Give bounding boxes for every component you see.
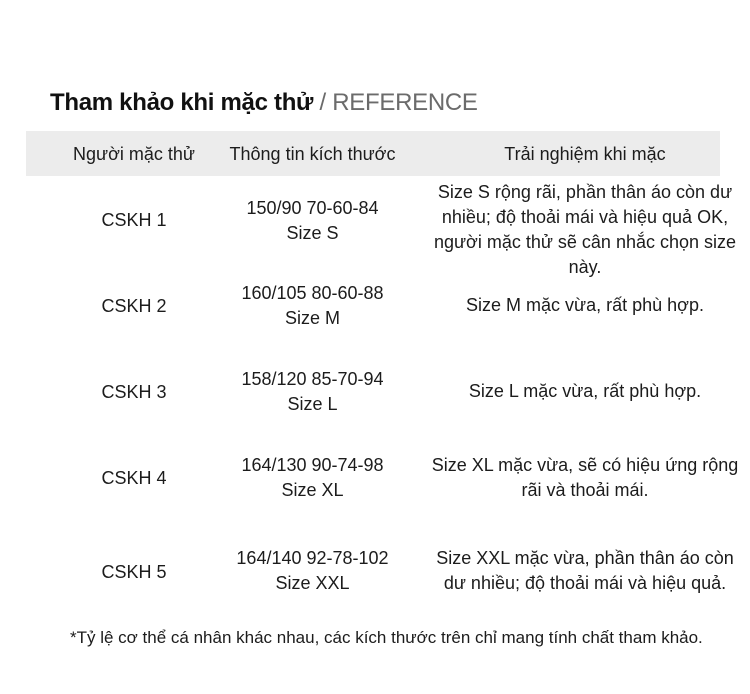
page-title <box>50 88 478 118</box>
row-4-measurements-cell <box>200 453 425 503</box>
row-4-measurements: 164/130 90-74-98 <box>241 455 384 475</box>
row-4-experience <box>420 453 750 503</box>
row-3-experience-line: Size L mặc vừa, rất phù hợp. <box>468 381 702 401</box>
row-2-measurements-cell <box>200 281 425 331</box>
row-3-measurements-cell <box>200 367 425 417</box>
row-3-tester: CSKH 3 <box>101 382 167 402</box>
row-3-experience <box>420 379 750 404</box>
row-5-measurements: 164/140 92-78-102 <box>236 548 389 568</box>
title-main: Tham khảo khi mặc thử <box>50 89 314 116</box>
row-5-tester: CSKH 5 <box>101 562 167 582</box>
row-3-measurements: 158/120 85-70-94 <box>241 369 384 389</box>
row-5-experience <box>420 546 750 596</box>
row-1-tester: CSKH 1 <box>101 210 167 230</box>
title-sub: REFERENCE <box>332 89 478 116</box>
row-4-tester: CSKH 4 <box>101 468 167 488</box>
row-1-size: Size S <box>286 223 339 243</box>
row-1-experience <box>420 180 750 280</box>
row-4-size: Size XL <box>281 480 344 500</box>
row-1-experience-line: nhiều; độ thoải mái và hiệu quả OK, <box>441 207 729 227</box>
title-separator: / <box>319 89 326 116</box>
header-measurements: Thông tin kích thước <box>229 144 396 164</box>
row-2-experience <box>420 293 750 318</box>
row-2-size: Size M <box>284 308 340 328</box>
row-4-experience-line: Size XL mặc vừa, sẽ có hiệu ứng rộng <box>431 455 739 475</box>
footnote: *Tỷ lệ cơ thể cá nhân khác nhau, các kích thước trên chỉ mang tính chất tham khảo. <box>70 628 703 647</box>
row-3-size: Size L <box>287 394 338 414</box>
row-5-experience-line: dư nhiều; độ thoải mái và hiệu quả. <box>443 573 727 593</box>
row-2-experience-line: Size M mặc vừa, rất phù hợp. <box>466 295 704 315</box>
row-2-measurements: 160/105 80-60-88 <box>241 283 384 303</box>
row-1-measurements: 150/90 70-60-84 <box>246 198 379 218</box>
row-5-measurements-cell <box>200 546 425 596</box>
row-4-experience-line: rãi và thoải mái. <box>521 480 649 500</box>
row-2-tester: CSKH 2 <box>101 296 167 316</box>
row-1-experience-line: Size S rộng rãi, phần thân áo còn dư <box>437 182 733 202</box>
row-1-measurements-cell <box>200 196 425 246</box>
row-5-size: Size XXL <box>275 573 350 593</box>
row-5-experience-line: Size XXL mặc vừa, phần thân áo còn <box>436 548 734 568</box>
header-experience: Trải nghiệm khi mặc <box>504 144 666 164</box>
row-1-experience-line: người mặc thử sẽ cân nhắc chọn size này. <box>433 232 737 277</box>
header-tester: Người mặc thử <box>73 144 195 164</box>
